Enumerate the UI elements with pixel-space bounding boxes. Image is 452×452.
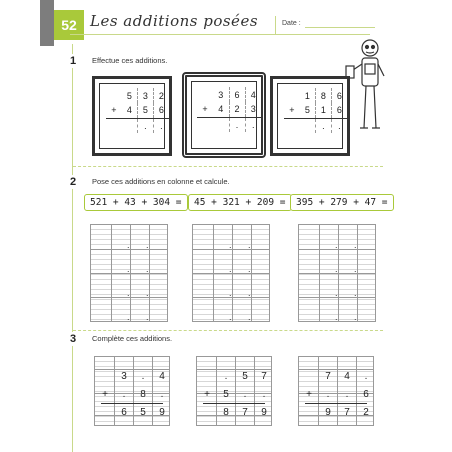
digit-cell: + <box>111 105 117 116</box>
column-grid-3[interactable] <box>298 224 376 322</box>
digit-cell: 4 <box>344 371 350 382</box>
digit-cell: + <box>306 389 312 400</box>
decimal-dot: . <box>229 240 232 250</box>
digit-cell: 3 <box>245 102 261 117</box>
decimal-dot: . <box>354 240 357 250</box>
grid-line <box>305 403 367 404</box>
digit-cell: 1 <box>304 90 310 101</box>
blank-digit[interactable]: . <box>160 389 164 400</box>
decimal-dot: . <box>146 264 149 274</box>
decimal-dot: . <box>335 312 338 322</box>
digit-cell: 2 <box>153 88 169 103</box>
answer-cell[interactable]: . <box>153 118 169 133</box>
digit-cell: 5 <box>304 105 310 116</box>
digit-cell: 6 <box>331 88 347 103</box>
grid-line <box>299 369 373 370</box>
digit-cell <box>284 118 300 133</box>
digit-cell <box>284 88 300 103</box>
completion-grid-2 <box>196 356 272 426</box>
digit-cell: 6 <box>363 389 369 400</box>
digit-cell: 4 <box>218 104 224 115</box>
digit-cell: 4 <box>245 87 261 102</box>
page-number: 52 <box>54 10 84 40</box>
digit-cell <box>122 118 138 133</box>
addition-frame-1 <box>92 76 172 156</box>
decimal-dot: . <box>354 312 357 322</box>
completion-grid-1 <box>94 356 170 426</box>
digit-cell: 3 <box>218 89 224 100</box>
blank-digit[interactable]: . <box>122 389 126 400</box>
column-grid-2[interactable] <box>192 224 270 322</box>
digit-cell: 5 <box>242 371 248 382</box>
addition-frame-3 <box>270 76 350 156</box>
decimal-dot: . <box>335 288 338 298</box>
addition-1-grid <box>106 88 169 133</box>
answer-cell[interactable]: . <box>245 117 261 132</box>
equation-2: 45 + 321 + 209 = <box>188 194 292 211</box>
section-3-number: 3 <box>66 332 80 346</box>
blank-digit[interactable]: . <box>262 389 266 400</box>
digit-cell: 6 <box>229 87 245 102</box>
date-label: Date : <box>282 20 301 27</box>
digit-cell: 6 <box>121 407 127 418</box>
decimal-dot: . <box>229 288 232 298</box>
decimal-dot: . <box>248 288 251 298</box>
decimal-dot: . <box>229 264 232 274</box>
date-input-line[interactable] <box>305 27 375 28</box>
header-rule <box>70 34 370 35</box>
decimal-dot: . <box>248 264 251 274</box>
blank-digit[interactable]: . <box>364 371 368 382</box>
decimal-dot: . <box>248 312 251 322</box>
page-title: Les additions posées <box>90 12 259 30</box>
decimal-dot: . <box>354 264 357 274</box>
decimal-dot: . <box>354 288 357 298</box>
digit-cell: + <box>202 104 208 115</box>
digit-cell: 5 <box>126 90 132 101</box>
digit-cell: 5 <box>223 389 229 400</box>
digit-cell: 8 <box>315 88 331 103</box>
digit-cell: + <box>289 105 295 116</box>
digit-cell: + <box>102 389 108 400</box>
digit-cell: 3 <box>137 88 153 103</box>
section-1-number: 1 <box>66 54 80 68</box>
digit-cell: 8 <box>223 407 229 418</box>
answer-cell[interactable]: . <box>137 118 153 133</box>
decimal-dot: . <box>229 312 232 322</box>
answer-cell[interactable]: . <box>229 117 245 132</box>
decimal-dot: . <box>146 312 149 322</box>
grid-line <box>197 369 271 370</box>
section-2-number: 2 <box>66 175 80 189</box>
decimal-dot: . <box>146 240 149 250</box>
blank-digit[interactable]: . <box>326 389 330 400</box>
section-separator <box>73 166 383 167</box>
digit-cell: 5 <box>137 103 153 118</box>
section-separator <box>73 330 383 331</box>
left-margin-rule <box>72 44 73 452</box>
section-3-instruction: Complète ces additions. <box>92 334 173 343</box>
blank-digit[interactable]: . <box>243 389 247 400</box>
section-2-instruction: Pose ces additions en colonne et calcule. <box>92 177 230 186</box>
digit-cell: 9 <box>159 407 165 418</box>
equation-1: 521 + 43 + 304 = <box>84 194 188 211</box>
digit-cell: 9 <box>261 407 267 418</box>
grid-line <box>203 403 265 404</box>
digit-cell: 9 <box>325 407 331 418</box>
section-1-instruction: Effectue ces additions. <box>92 56 168 65</box>
digit-cell: 1 <box>315 103 331 118</box>
column-grid-1[interactable] <box>90 224 168 322</box>
digit-cell: 5 <box>140 407 146 418</box>
digit-cell: 7 <box>325 371 331 382</box>
blank-digit[interactable]: . <box>224 371 228 382</box>
decimal-dot: . <box>335 240 338 250</box>
digit-cell: 4 <box>159 371 165 382</box>
robot-illustration <box>344 38 388 150</box>
digit-cell: 7 <box>344 407 350 418</box>
blank-digit[interactable]: . <box>141 371 145 382</box>
decimal-dot: . <box>127 264 130 274</box>
digit-cell: 7 <box>242 407 248 418</box>
digit-cell: 2 <box>363 407 369 418</box>
header-divider <box>275 16 276 34</box>
digit-cell <box>106 88 122 103</box>
digit-cell: 2 <box>229 102 245 117</box>
addition-frame-2 <box>182 72 266 158</box>
grid-line <box>101 403 163 404</box>
decimal-dot: . <box>127 240 130 250</box>
decimal-dot: . <box>248 240 251 250</box>
decimal-dot: . <box>335 264 338 274</box>
digit-cell: 3 <box>121 371 127 382</box>
grid-line <box>95 369 169 370</box>
digit-cell: 7 <box>261 371 267 382</box>
decimal-dot: . <box>127 312 130 322</box>
digit-cell: 6 <box>153 103 169 118</box>
equation-3: 395 + 279 + 47 = <box>290 194 394 211</box>
blank-digit[interactable]: . <box>345 389 349 400</box>
decimal-dot: . <box>146 288 149 298</box>
digit-cell: 4 <box>126 105 132 116</box>
digit-cell <box>197 117 213 132</box>
addition-2-grid <box>197 87 261 132</box>
margin-strip <box>40 0 54 46</box>
decimal-dot: . <box>127 288 130 298</box>
digit-cell <box>213 117 229 132</box>
addition-3-grid <box>284 88 347 133</box>
digit-cell: 8 <box>140 389 146 400</box>
digit-cell <box>197 87 213 102</box>
digit-cell: 6 <box>331 103 347 118</box>
digit-cell <box>300 118 316 133</box>
completion-grid-3 <box>298 356 374 426</box>
digit-cell <box>106 118 122 133</box>
answer-cell[interactable]: . <box>331 118 347 133</box>
answer-cell[interactable]: . <box>315 118 331 133</box>
digit-cell: + <box>204 389 210 400</box>
